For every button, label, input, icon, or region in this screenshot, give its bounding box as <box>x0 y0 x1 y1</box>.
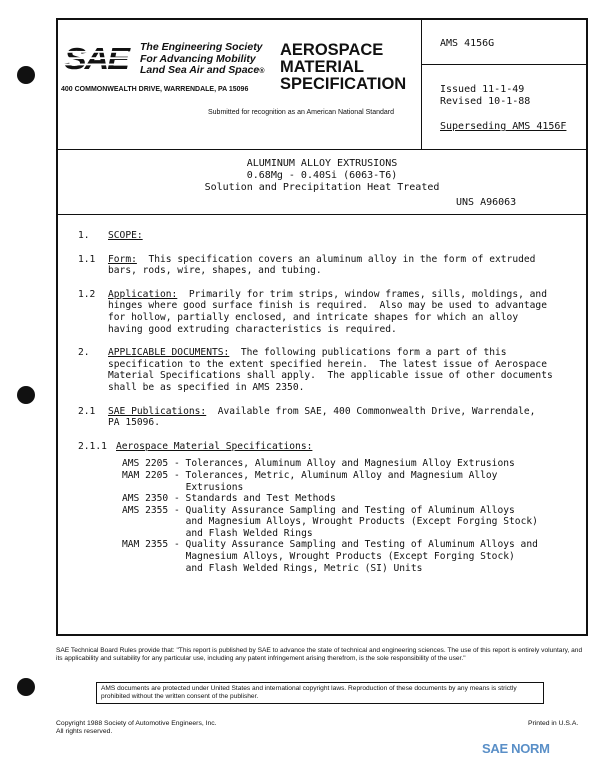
document-body <box>78 230 578 574</box>
ams-code: AMS 2205 <box>122 458 169 470</box>
ams-description: - Tolerances, Metric, Aluminum Alloy and Magnesium Alloy Extrusions <box>174 469 498 493</box>
section-number: 1. <box>78 230 90 241</box>
ams-description: - Quality Assurance Sampling and Testing of Aluminum Alloys and Magnesium Alloys, Wrought Products (Except Forging Stock) and Flash Welded Rings, Metric (SI) Units <box>174 539 538 574</box>
divider <box>58 214 586 215</box>
list-item <box>122 458 578 470</box>
binder-hole <box>17 678 35 696</box>
issue-dates <box>440 84 530 108</box>
section-1-1 <box>78 254 578 277</box>
section-number: 1.1 <box>78 253 96 265</box>
section-text: The following publications form a part of this specification to the extent specified herein. The latest issue of Aerospace Material Specifications shall apply. The applicable issue of other documents shall be as specified in AMS 2350. <box>108 347 553 393</box>
sae-norm-watermark <box>482 741 550 756</box>
title-line: ALUMINUM ALLOY EXTRUSIONS <box>246 158 398 169</box>
ams-code: AMS 2355 <box>122 504 169 516</box>
divider <box>422 64 586 65</box>
ams-description: - Quality Assurance Sampling and Testing of Aluminum Alloys and Magnesium Alloys, Wrought Products (Except Forging Stock) and Flash Welded Rings <box>174 504 538 539</box>
list-item <box>122 539 578 574</box>
registered-mark: ® <box>259 68 265 75</box>
ams-code: MAM 2205 <box>122 469 169 481</box>
copyright-line: All rights reserved. <box>56 728 113 735</box>
section-heading: SAE Publications: <box>108 405 207 417</box>
ams-code: MAM 2355 <box>122 539 169 551</box>
section-number: 2.1 <box>78 405 96 417</box>
tagline-line: For Advancing Mobility <box>140 52 256 65</box>
revised-date: Revised 10-1-88 <box>440 96 531 107</box>
binder-hole <box>17 66 35 84</box>
section-text: Available from SAE, 400 Commonwealth Drive, Warrendale, PA 15096. <box>108 405 536 429</box>
ams-code: AMS 2350 <box>122 493 169 505</box>
printed-in: Printed in U.S.A. <box>528 720 579 727</box>
section-heading: Aerospace Material Specifications: <box>116 440 313 452</box>
ams-list <box>122 458 578 574</box>
issued-date: Issued 11-1-49 <box>440 84 525 95</box>
watermark-text: SAE NORM <box>482 741 550 756</box>
copyright-line: Copyright 1988 Society of Automotive Engineers, Inc. <box>56 720 217 727</box>
section-text: This specification covers an aluminum alloy in the form of extruded bars, rods, wire, shapes, and tubing. <box>108 253 536 277</box>
submitted-note: Submitted for recognition as an American National Standard <box>208 109 394 116</box>
sae-logo <box>64 42 128 77</box>
tagline-line: Land Sea Air and Space <box>140 64 260 76</box>
list-item <box>122 505 578 540</box>
section-2-1-1 <box>78 441 578 453</box>
section-1 <box>78 230 578 242</box>
copyright-notice: AMS documents are protected under United States and international copyright laws. Reproduction of these documents by any means is strictly prohibited without the written consent of the publisher. <box>96 682 544 704</box>
section-1-2 <box>78 289 578 335</box>
list-item <box>122 493 578 505</box>
tagline-line: The Engineering Society <box>140 41 263 53</box>
section-2 <box>78 347 578 393</box>
superseding: Superseding AMS 4156F <box>440 121 567 132</box>
section-2-1 <box>78 406 578 429</box>
title-line: 0.68Mg - 0.40Si (6063-T6) <box>246 170 398 181</box>
uns-number: UNS A96063 <box>456 197 517 208</box>
binder-hole <box>17 386 35 404</box>
ams-description: - Tolerances, Aluminum Alloy and Magnesium Alloy Extrusions <box>174 458 515 470</box>
title-line: Solution and Precipitation Heat Treated <box>204 182 440 193</box>
section-heading: APPLICABLE DOCUMENTS: <box>108 347 230 359</box>
section-number: 1.2 <box>78 288 96 300</box>
list-item <box>122 470 578 493</box>
section-heading: Form: <box>108 253 137 265</box>
section-heading: Application: <box>108 288 178 300</box>
ams-description: - Standards and Test Methods <box>174 493 336 505</box>
section-number: 2. <box>78 347 90 359</box>
document-frame <box>56 18 588 636</box>
header-left-panel <box>58 20 422 150</box>
spec-code: AMS 4156G <box>440 38 495 49</box>
section-number: 2.1.1 <box>78 440 107 452</box>
document-title <box>58 158 586 194</box>
document-type <box>280 42 406 93</box>
section-heading: SCOPE: <box>108 230 143 241</box>
address: 400 COMMONWEALTH DRIVE, WARRENDALE, PA 15096 <box>61 86 249 93</box>
document-type-line: SPECIFICATION <box>280 75 407 93</box>
document-type-line: AEROSPACE <box>280 41 384 59</box>
copyright <box>56 720 217 736</box>
header-right-panel <box>422 20 586 150</box>
section-text: Primarily for trim strips, window frames, sills, moldings, and hinges where good surface finish is required. Also may be used to advantage for hollow, partially enclosed, and intricate shapes for which an alloy having good extruding characteristics is required. <box>108 288 547 335</box>
society-tagline <box>140 42 270 78</box>
document-type-line: MATERIAL <box>280 58 365 76</box>
board-rules-note: SAE Technical Board Rules provide that: "This report is published by SAE to advance the state of technical and engineering sciences. The use of this report is entirely voluntary, and its applicability and suitability for any particular use, including any patent infringement arising therefrom, is the sole responsibility of the user." <box>56 647 583 662</box>
